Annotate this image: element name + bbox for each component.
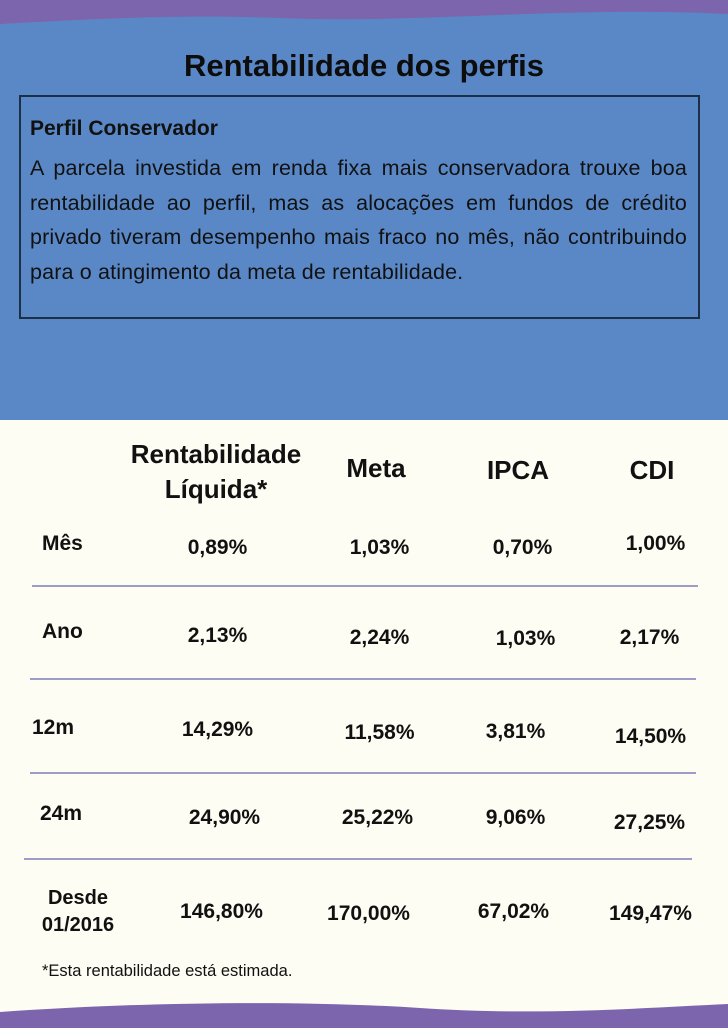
cell-24m-ipca: 9,06% [485,806,546,829]
footnote: *Esta rentabilidade está estimada. [42,962,293,980]
cell-ano-rentabilidade: 2,13% [187,624,248,647]
cell-12m-ipca: 3,81% [485,720,546,743]
cell-mes-ipca: 0,70% [492,536,553,559]
profile-box [19,95,700,319]
top-decorative-band [0,0,728,34]
cell-mes-rentabilidade: 0,89% [187,536,248,559]
cell-ano-meta: 2,24% [349,626,410,649]
row-label-ano: Ano [42,620,83,643]
row-label-desde-line2: 01/2016 [41,914,115,936]
cell-24m-meta: 25,22% [341,806,414,829]
header-cdi: CDI [629,455,675,485]
cell-12m-cdi: 14,50% [614,725,687,748]
cell-desde-meta: 170,00% [327,902,410,925]
cell-ano-ipca: 1,03% [495,627,556,650]
row-separator [24,858,692,860]
cell-24m-rentabilidade: 24,90% [188,806,261,829]
row-separator [32,585,698,587]
cell-mes-cdi: 1,00% [625,532,686,555]
cell-ano-cdi: 2,17% [619,626,680,649]
cell-desde-rentabilidade: 146,80% [180,900,263,923]
cell-12m-meta: 11,58% [344,721,415,744]
cell-mes-meta: 1,03% [349,536,410,559]
page-title: Rentabilidade dos perfis [183,48,544,83]
row-label-desde-2016 [30,885,126,939]
profile-heading: Perfil Conservador [30,117,218,140]
header-rentabilidade [110,437,322,507]
row-label-24m: 24m [40,802,83,825]
row-label-mes: Mês [42,532,83,555]
cell-desde-cdi: 149,47% [609,902,692,925]
row-separator [30,772,696,774]
row-separator [30,678,696,680]
cell-24m-cdi: 27,25% [613,811,686,834]
row-label-12m: 12m [32,716,75,739]
header-meta: Meta [346,453,406,483]
cell-12m-rentabilidade: 14,29% [181,718,254,741]
cell-desde-ipca: 67,02% [477,900,550,923]
header-rentabilidade-line1: Rentabilidade [130,439,302,469]
header-rentabilidade-line2: Líquida* [164,474,268,504]
row-label-desde-line1: Desde [47,887,109,909]
bottom-decorative-band [0,998,728,1028]
header-ipca: IPCA [486,455,550,485]
profile-description: A parcela investida em renda fixa mais conservadora trouxe boa rentabilidade ao perfil, mas as alocações em fundos de crédito privado tiveram desempenho mais fraco no mês, não contribuindo para o atingimento da meta de rentabilidade. [30,156,687,284]
